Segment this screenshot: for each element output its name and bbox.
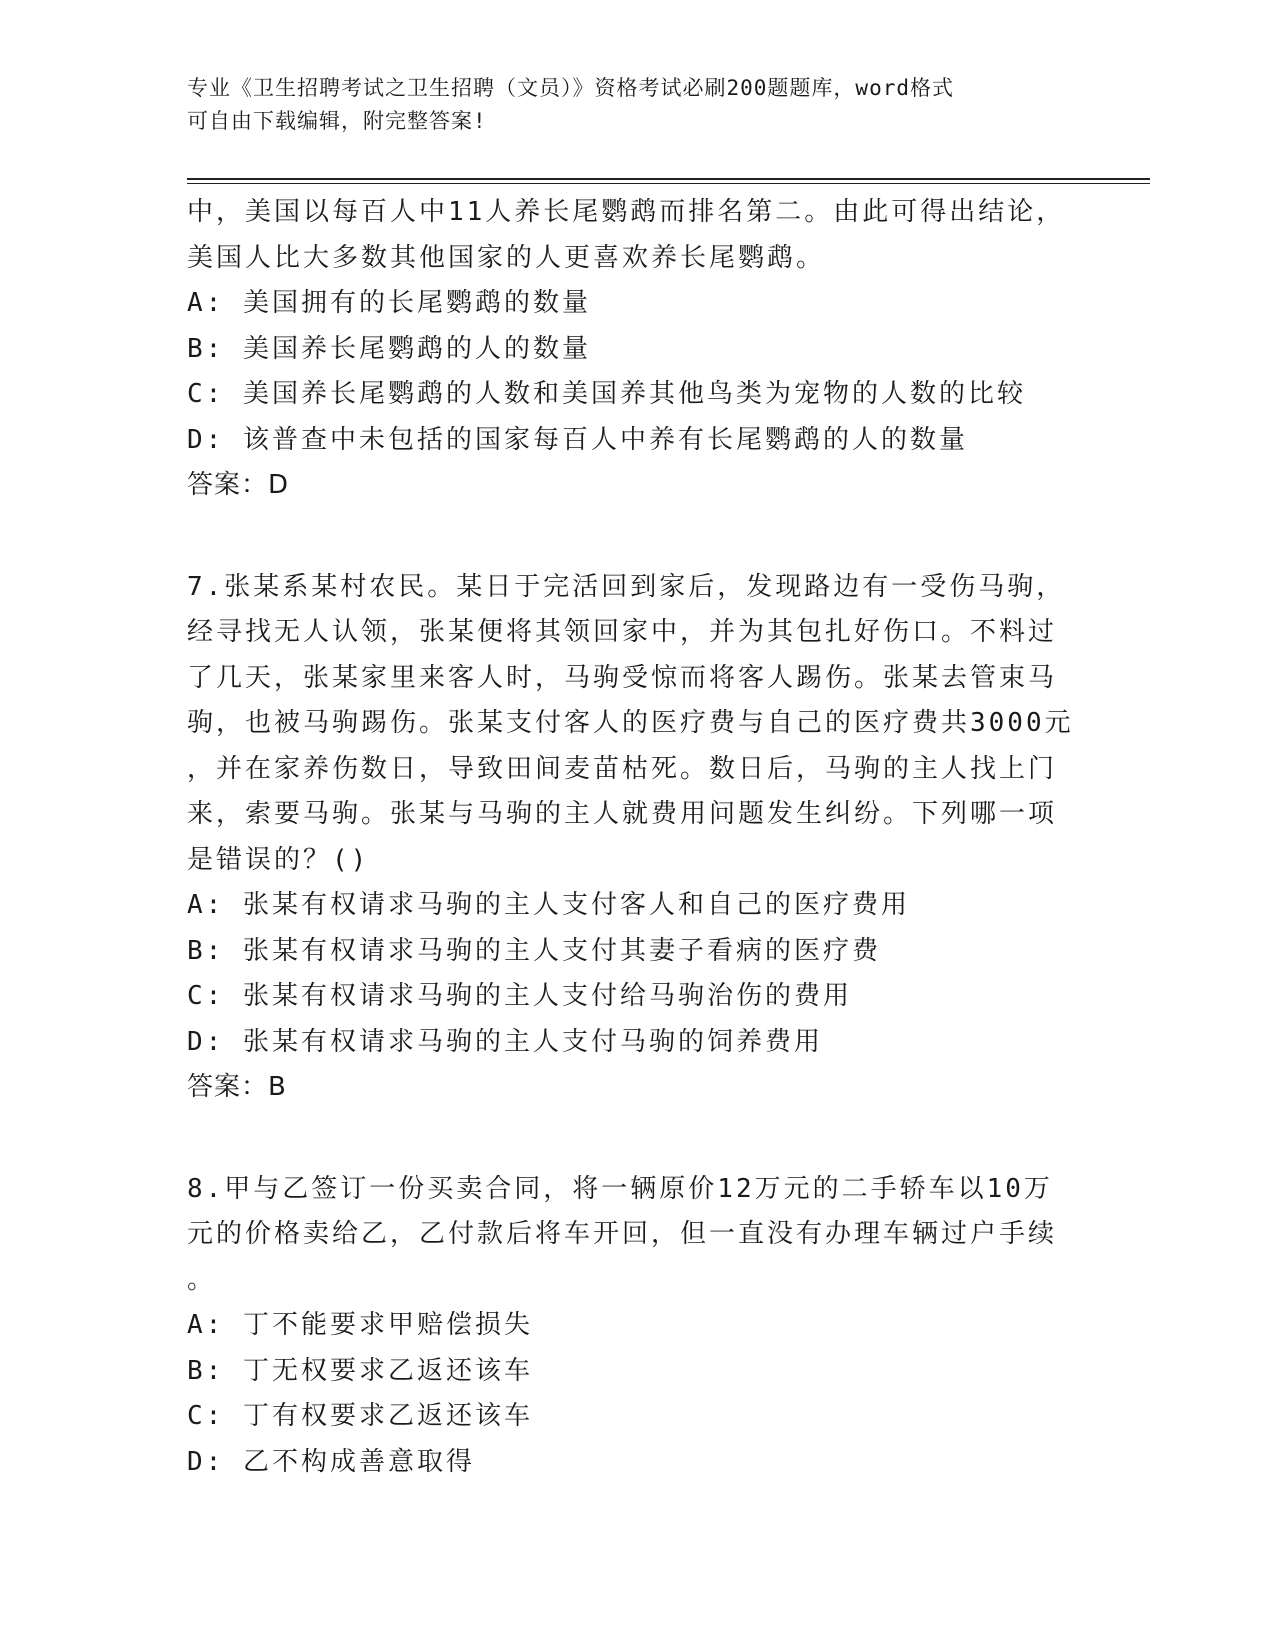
document-body (187, 190, 1087, 1485)
header-line-1: 专业《卫生招聘考试之卫生招聘（文员）》资格考试必刷200题题库，word格式 (187, 76, 954, 100)
question-stem-line: ，并在家养伤数日，导致田间麦苗枯死。数日后，马驹的主人找上门 (187, 753, 1058, 784)
question-stem-line: 8.甲与乙签订一份买卖合同，将一辆原价12万元的二手轿车以10万 (187, 1173, 1053, 1204)
question-stem-line: 7.张某系某村农民。某日于完活回到家后，发现路边有一受伤马驹， (187, 571, 1066, 602)
question-stem-line: 元的价格卖给乙，乙付款后将车开回，但一直没有办理车辆过户手续 (187, 1219, 1058, 1249)
header-line-2: 可自由下载编辑，附完整答案! (187, 109, 487, 133)
question-stem-line: 经寻找无人认领，张某便将其领回家中，并为其包扎好伤口。不料过 (187, 617, 1058, 647)
question-stem-line: 中，美国以每百人中11人养长尾鹦鹉而排名第二。由此可得出结论， (187, 197, 1066, 227)
option-d: D: 张某有权请求马驹的主人支付马驹的饲养费用 (187, 1026, 823, 1057)
option-b: B: 丁无权要求乙返还该车 (187, 1355, 533, 1386)
question-stem-line: 美国人比大多数其他国家的人更喜欢养长尾鹦鹉。 (187, 242, 826, 273)
option-b: B: 张某有权请求马驹的主人支付其妻子看病的医疗费 (187, 935, 881, 966)
page-header (187, 72, 1087, 138)
question-spacer (187, 1111, 1087, 1167)
question-7 (187, 565, 1087, 1111)
answer-label: 答案：B (187, 1072, 287, 1102)
answer-label: 答案：D (187, 470, 290, 500)
question-stem-line: 是错误的？() (187, 844, 370, 875)
question-stem-line: 来，索要马驹。张某与马驹的主人就费用问题发生纠纷。下列哪一项 (187, 799, 1058, 829)
question-8 (187, 1167, 1087, 1486)
option-c: C: 张某有权请求马驹的主人支付给马驹治伤的费用 (187, 981, 852, 1011)
option-a: A: 丁不能要求甲赔偿损失 (187, 1310, 533, 1340)
option-d: D: 该普查中未包括的国家每百人中养有长尾鹦鹉的人的数量 (187, 424, 968, 455)
option-a: A: 张某有权请求马驹的主人支付客人和自己的医疗费用 (187, 890, 910, 920)
question-spacer (187, 509, 1087, 565)
option-a: A: 美国拥有的长尾鹦鹉的数量 (187, 288, 591, 318)
question-stem-line: 了几天，张某家里来客人时，马驹受惊而将客人踢伤。张某去管束马 (187, 662, 1058, 693)
option-c: C: 美国养长尾鹦鹉的人数和美国养其他鸟类为宠物的人数的比较 (187, 379, 1026, 409)
option-b: B: 美国养长尾鹦鹉的人的数量 (187, 333, 591, 364)
header-divider (187, 178, 1150, 184)
option-d: D: 乙不构成善意取得 (187, 1446, 475, 1477)
option-c: C: 丁有权要求乙返还该车 (187, 1401, 533, 1431)
question-stem-line: 。 (187, 1264, 217, 1295)
question-6 (187, 190, 1087, 509)
question-stem-line: 驹，也被马驹踢伤。张某支付客人的医疗费与自己的医疗费共3000元 (187, 708, 1074, 738)
